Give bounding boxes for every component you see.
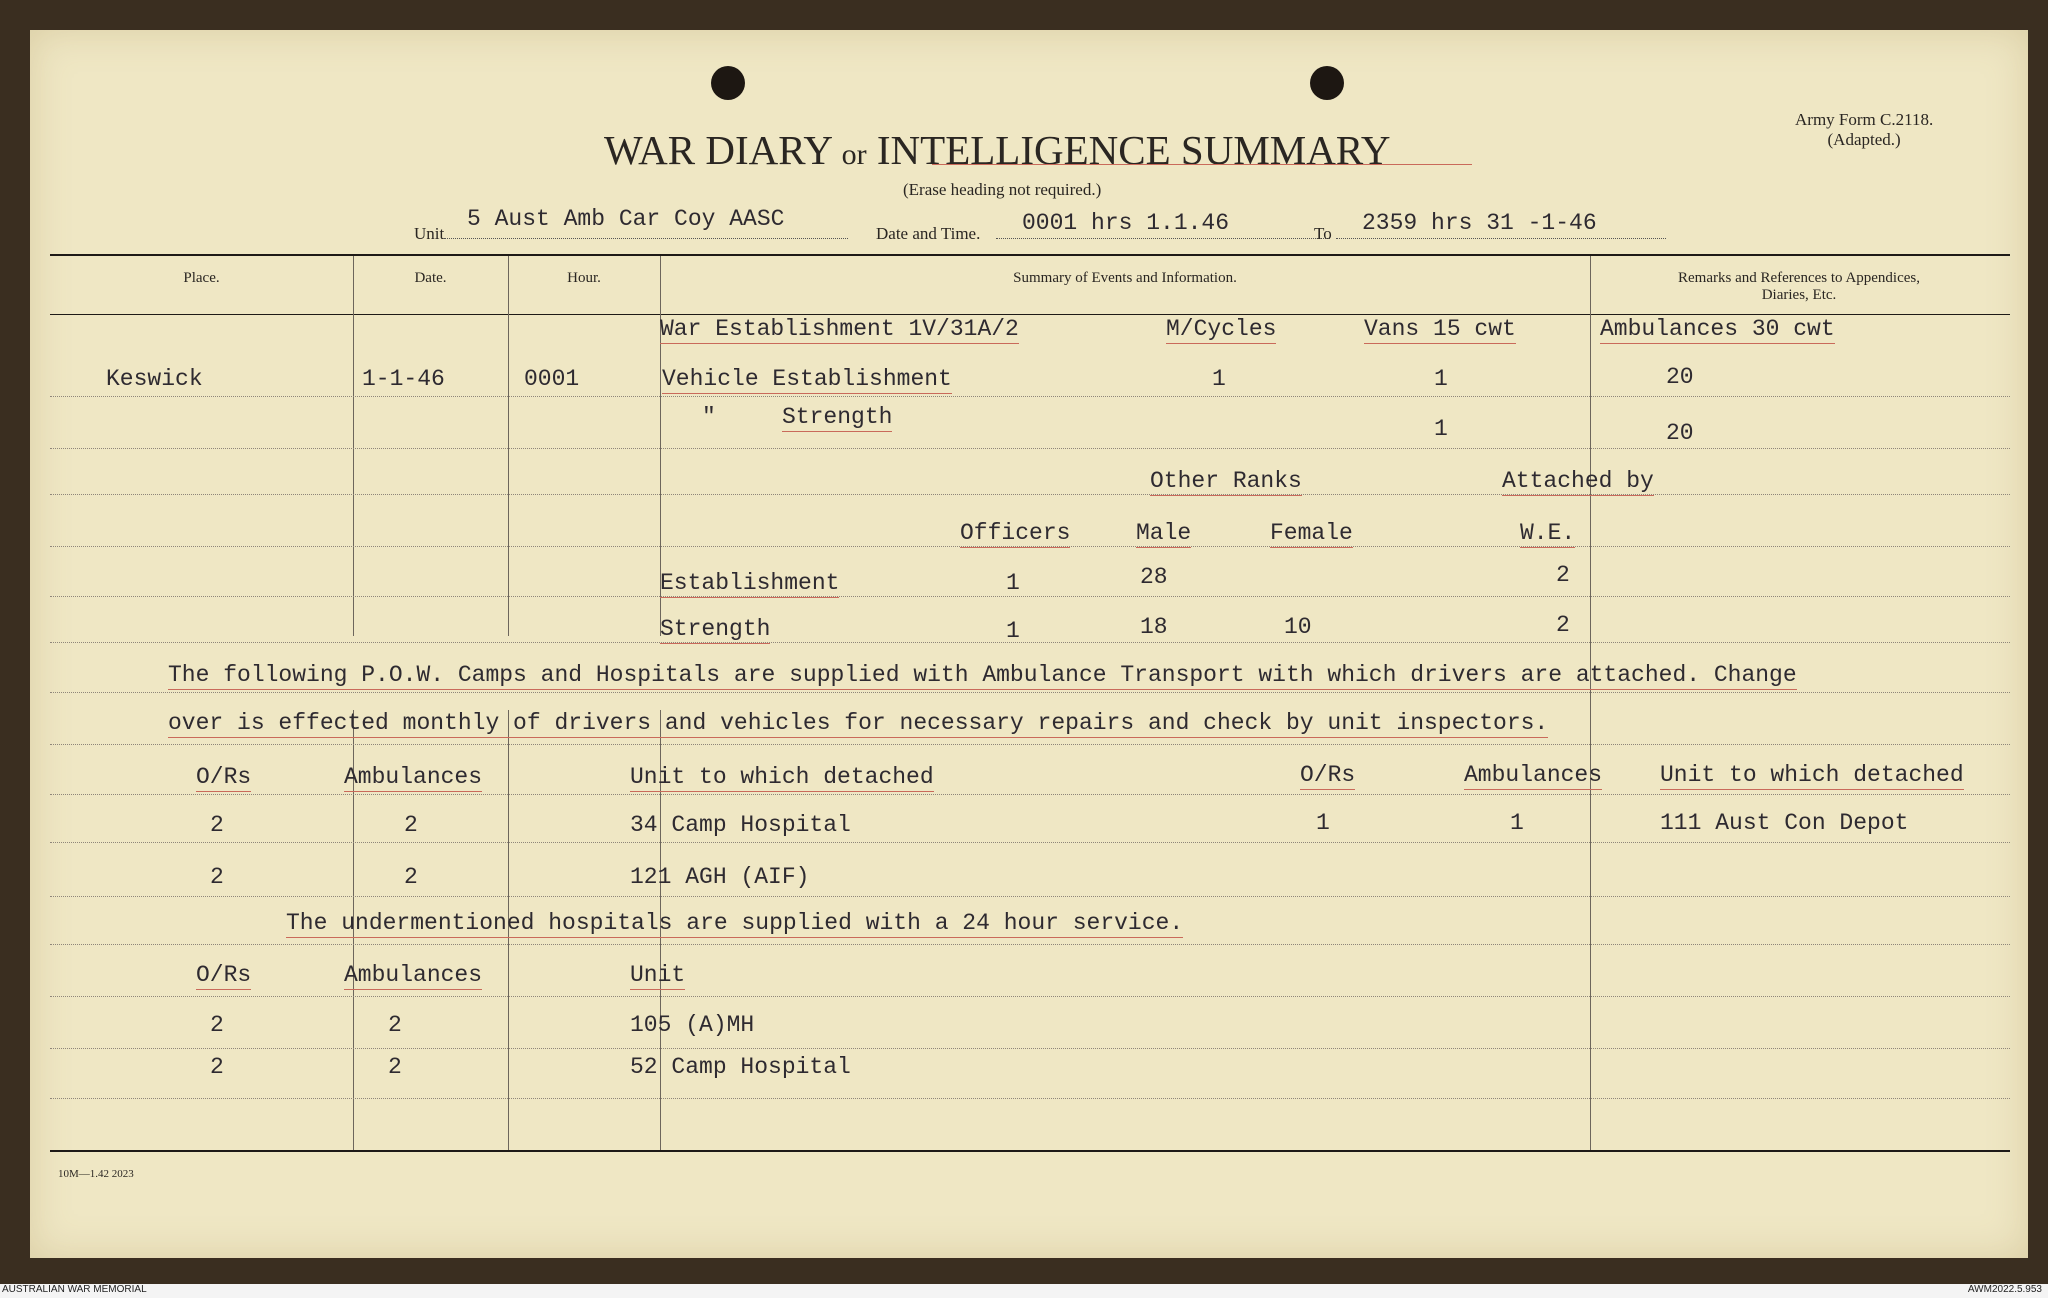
unit-label: Unit	[414, 224, 445, 243]
pow-row1-unit: 34 Camp Hospital	[630, 812, 851, 838]
pow-right-ors: 1	[1316, 810, 1330, 836]
ruled-line	[50, 692, 2010, 693]
pow-row1-ambulances: 2	[404, 812, 418, 838]
str-female: 10	[1284, 614, 1312, 640]
ruled-line	[50, 744, 2010, 745]
archive-name: AUSTRALIAN WAR MEMORIAL	[2, 1284, 147, 1295]
pow-ambulances-heading: Ambulances	[344, 764, 483, 790]
adapted-label: (Adapted.)	[1827, 130, 1901, 149]
ve-ambulances: 20	[1666, 364, 1694, 390]
ruled-line	[50, 494, 2010, 495]
est-officers: 1	[1006, 570, 1020, 596]
col-divider-remarks	[1590, 256, 1591, 1150]
col-header-remarks-line1: Remarks and References to Appendices,	[1678, 270, 1920, 286]
ruled-line	[50, 842, 2010, 843]
date-from: 0001 hrs 1.1.46	[1022, 210, 1230, 236]
form-title	[604, 126, 1391, 174]
date-value: 1-1-46	[362, 366, 445, 392]
erase-note: (Erase heading not required.)	[903, 180, 1102, 199]
pow-row2-unit: 121 AGH (AIF)	[630, 864, 810, 890]
ruled-line	[50, 1048, 2010, 1049]
ruled-line	[50, 596, 2010, 597]
date-to: 2359 hrs 31 -1-46	[1362, 210, 1597, 236]
punch-hole-right	[1310, 66, 1344, 100]
ruled-line	[50, 448, 2010, 449]
hospital-row1-ambulances: 2	[388, 1012, 402, 1038]
col-header-hour: Hour.	[567, 270, 601, 286]
strength-vans: 1	[1434, 416, 1448, 442]
hospital-row1-unit: 105 (A)MH	[630, 1012, 755, 1038]
pow-paragraph-line2: over is effected monthly of drivers and vehicles for necessary repairs and check by unit inspectors.	[168, 710, 1549, 736]
ve-mcycles: 1	[1212, 366, 1226, 392]
hour-value: 0001	[524, 366, 580, 392]
ruled-line	[50, 944, 2010, 945]
date-dotted-line	[996, 238, 1330, 239]
title-or: or	[841, 138, 867, 171]
hospitals-intro: The undermentioned hospitals are supplied with a 24 hour service.	[286, 910, 1184, 936]
table-top-border	[50, 254, 2010, 256]
form-print-code: 10M—1.42 2023	[58, 1168, 134, 1180]
header-rule	[50, 314, 2010, 315]
date-time-label: Date and Time.	[876, 224, 981, 243]
war-diary-page	[30, 30, 2028, 1258]
to-label: To	[1314, 224, 1332, 243]
place-value: Keswick	[106, 366, 203, 392]
col-divider-place	[353, 256, 354, 636]
archive-caption-strip	[0, 1284, 2048, 1298]
pow-row2-ors: 2	[210, 864, 224, 890]
col-header-summary: Summary of Events and Information.	[1013, 270, 1237, 286]
mcycles-heading: M/Cycles	[1166, 316, 1277, 342]
army-form-label: Army Form C.2118.	[1795, 110, 1934, 129]
ve-vans: 1	[1434, 366, 1448, 392]
male-heading: Male	[1136, 520, 1192, 546]
pow-right-ambulances: 1	[1510, 810, 1524, 836]
ruled-line	[50, 642, 2010, 643]
vehicle-strength-label: Strength	[782, 404, 893, 430]
ditto-mark: "	[702, 404, 716, 430]
col-header-remarks	[1590, 270, 2008, 304]
est-we: 2	[1556, 562, 1570, 588]
we-heading: W.E.	[1520, 520, 1576, 546]
female-heading: Female	[1270, 520, 1353, 546]
pow-ors-heading-right: O/Rs	[1300, 762, 1356, 788]
col-divider-date	[508, 256, 509, 636]
pow-ors-heading: O/Rs	[196, 764, 252, 790]
hospitals-unit-heading: Unit	[630, 962, 686, 988]
army-form-number	[1795, 110, 1933, 150]
archive-reference: AWM2022.5.953	[1967, 1284, 2042, 1295]
other-ranks-heading: Other Ranks	[1150, 468, 1302, 494]
personnel-establishment-label: Establishment	[660, 570, 840, 596]
hospitals-ors-heading: O/Rs	[196, 962, 252, 988]
str-male: 18	[1140, 614, 1168, 640]
table-bottom-border	[50, 1150, 2010, 1152]
hospital-row2-ambulances: 2	[388, 1054, 402, 1080]
hospital-row2-ors: 2	[210, 1054, 224, 1080]
pow-ambulances-heading-right: Ambulances	[1464, 762, 1603, 788]
unit-value: 5 Aust Amb Car Coy AASC	[467, 206, 785, 232]
officers-heading: Officers	[960, 520, 1071, 546]
col-header-date: Date.	[414, 270, 447, 286]
to-dotted-line	[1336, 238, 1666, 239]
pow-unit-heading-right: Unit to which detached	[1660, 762, 1964, 788]
hospitals-ambulances-heading: Ambulances	[344, 962, 483, 988]
vans-heading: Vans 15 cwt	[1364, 316, 1516, 342]
ruled-line	[50, 996, 2010, 997]
hospital-row2-unit: 52 Camp Hospital	[630, 1054, 851, 1080]
pow-row1-ors: 2	[210, 812, 224, 838]
pow-right-unit: 111 Aust Con Depot	[1660, 810, 1909, 836]
strike-line	[932, 164, 1472, 165]
unit-dotted-line	[444, 238, 848, 239]
ruled-line	[50, 794, 2010, 795]
war-establishment: War Establishment 1V/31A/2	[660, 316, 1019, 342]
strength-ambulances: 20	[1666, 420, 1694, 446]
punch-hole-left	[711, 66, 745, 100]
personnel-strength-label: Strength	[660, 616, 771, 642]
title-war-diary: WAR DIARY	[604, 127, 832, 173]
est-male: 28	[1140, 564, 1168, 590]
ruled-line	[50, 896, 2010, 897]
attached-by-heading: Attached by	[1502, 468, 1654, 494]
hospital-row1-ors: 2	[210, 1012, 224, 1038]
vehicle-establishment-label: Vehicle Establishment	[662, 366, 952, 392]
pow-row2-ambulances: 2	[404, 864, 418, 890]
ruled-line	[50, 396, 2010, 397]
pow-paragraph-line1: The following P.O.W. Camps and Hospitals are supplied with Ambulance Transport with which drivers are attached. Change	[168, 662, 1797, 688]
ambulances-heading: Ambulances 30 cwt	[1600, 316, 1835, 342]
str-we: 2	[1556, 612, 1570, 638]
pow-unit-heading: Unit to which detached	[630, 764, 934, 790]
col-header-remarks-line2: Diaries, Etc.	[1761, 287, 1837, 303]
ruled-line	[50, 1098, 2010, 1099]
str-officers: 1	[1006, 618, 1020, 644]
col-header-place: Place.	[183, 270, 220, 286]
title-intelligence-summary: INTELLIGENCE SUMMARY	[876, 127, 1391, 173]
